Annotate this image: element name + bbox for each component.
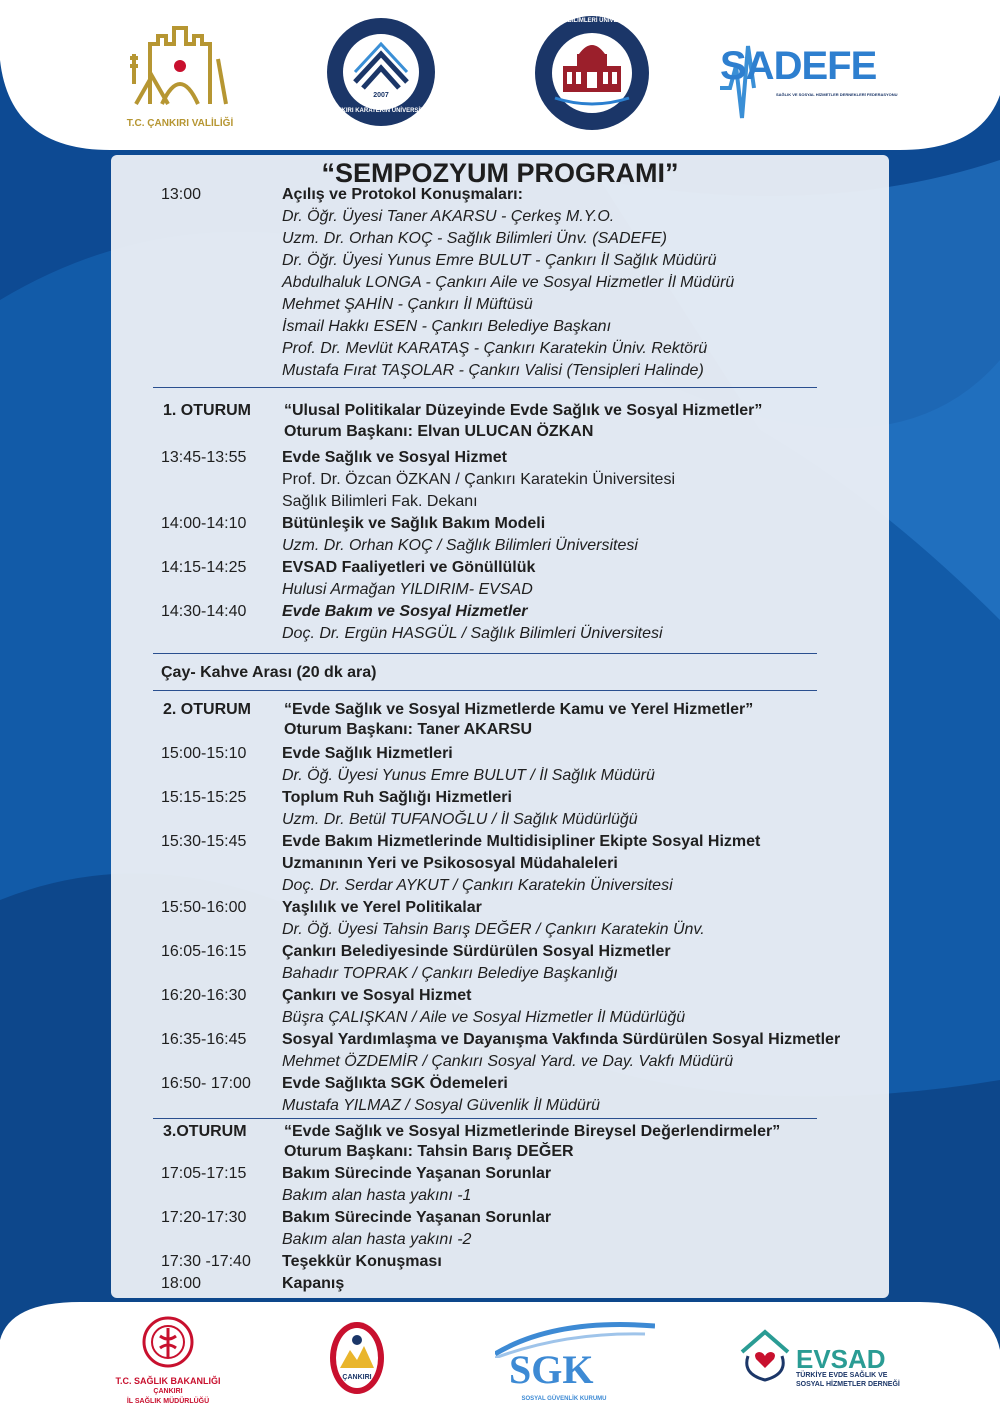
saglik-bilimleri-logo — [533, 14, 651, 132]
castle-icon — [128, 14, 232, 114]
section-divider — [153, 690, 817, 691]
talk-speaker: Büşra ÇALIŞKAN / Aile ve Sosyal Hizmetler İl Müdürlüğü — [282, 1009, 686, 1026]
sgk-subtext: SOSYAL GÜVENLİK KURUMU — [521, 1396, 607, 1402]
talk-speaker: Bahadır TOPRAK / Çankırı Belediye Başkanlığı — [282, 965, 618, 982]
talk-time: 17:05-17:15 — [161, 1165, 247, 1182]
talk-speaker: Dr. Öğ. Üyesi Yunus Emre BULUT / İl Sağlık Müdürü — [282, 767, 655, 784]
sadefe-logo — [718, 38, 898, 124]
ministry-line2: ÇANKIRI — [153, 1388, 183, 1395]
talk-speaker: Uzm. Dr. Orhan KOÇ / Sağlık Bilimleri Üniversitesi — [282, 537, 638, 554]
karatekin-year: 2007 — [373, 92, 389, 99]
section-divider — [153, 387, 817, 388]
talk-time: 15:00-15:10 — [161, 745, 247, 762]
opening-speaker: Dr. Öğr. Üyesi Yunus Emre BULUT - Çankırı İl Sağlık Müdürü — [282, 252, 717, 269]
session3-title: “Evde Sağlık ve Sosyal Hizmetlerinde Bireysel Değerlendirmeler” — [284, 1123, 781, 1140]
session2-chair: Oturum Başkanı: Taner AKARSU — [284, 721, 533, 738]
talk-title: Sosyal Yardımlaşma ve Dayanışma Vakfında Sürdürülen Sosyal Hizmetler — [282, 1031, 841, 1048]
talk-speaker-line2: Sağlık Bilimleri Fak. Dekanı — [282, 493, 478, 510]
opening-speaker: Abdulhaluk LONGA - Çankırı Aile ve Sosyal Hizmetler İl Müdürü — [282, 274, 735, 291]
page-title: “SEMPOZYUM PROGRAMI” — [321, 158, 679, 188]
health-ministry-icon — [118, 1314, 218, 1374]
opening-speaker: Uzm. Dr. Orhan KOÇ - Sağlık Bilimleri Ünv. (SADEFE) — [282, 230, 667, 247]
talk-title: Evde Bakım ve Sosyal Hizmetler — [282, 603, 528, 620]
valilik-caption: T.C. ÇANKIRI VALİLİĞİ — [126, 118, 234, 129]
talk-time: 15:30-15:45 — [161, 833, 247, 850]
talk-speaker: Hulusi Armağan YILDIRIM- EVSAD — [282, 581, 533, 598]
sadefe-text: SADEFE — [720, 44, 877, 88]
session3-label: 3.OTURUM — [163, 1123, 247, 1140]
talk-time: 14:30-14:40 — [161, 603, 247, 620]
opening-time: 13:00 — [161, 186, 202, 203]
talk-title: Evde Bakım Hizmetlerinde Multidisipliner Ekipte Sosyal Hizmet — [282, 833, 761, 850]
talk-time: 16:20-16:30 — [161, 987, 247, 1004]
talk-title: Evde Sağlıkta SGK Ödemeleri — [282, 1075, 508, 1092]
talk-time: 17:20-17:30 — [161, 1209, 247, 1226]
opening-speaker: Prof. Dr. Mevlüt KARATAŞ - Çankırı Karatekin Üniv. Rektörü — [282, 340, 708, 357]
talk-title: Bakım Sürecinde Yaşanan Sorunlar — [282, 1209, 552, 1226]
talk-time: 15:50-16:00 — [161, 899, 247, 916]
evsad-subtext1: TÜRKİYE EVDE SAĞLIK VE — [796, 1372, 888, 1379]
home-heart-icon — [736, 1326, 794, 1384]
ministry-line3: İL SAĞLIK MÜDÜRLÜĞÜ — [126, 1398, 210, 1405]
talk-speaker: Prof. Dr. Özcan ÖZKAN / Çankırı Karatekin Üniversitesi — [282, 471, 676, 488]
talk-title: Yaşlılık ve Yerel Politikalar — [282, 899, 482, 916]
talk-title: Teşekkür Konuşması — [282, 1253, 442, 1270]
talk-title: Toplum Ruh Sağlığı Hizmetleri — [282, 789, 512, 806]
evsad-logo — [736, 1326, 900, 1388]
talk-speaker: Doç. Dr. Serdar AYKUT / Çankırı Karatekin Üniversitesi — [282, 877, 673, 894]
talk-speaker: Bakım alan hasta yakını -1 — [282, 1187, 472, 1204]
evsad-subtext2: SOSYAL HİZMETLER DERNEĞİ — [796, 1381, 900, 1388]
sgk-text: SGK — [509, 1347, 594, 1392]
talk-time: 16:05-16:15 — [161, 943, 247, 960]
cankiri-belediyesi-logo — [328, 1320, 386, 1396]
talk-speaker: Dr. Öğ. Üyesi Tahsin Barış DEĞER / Çankırı Karatekin Ünv. — [282, 921, 705, 938]
section-divider — [153, 653, 817, 654]
session2-label: 2. OTURUM — [163, 701, 251, 718]
talk-speaker: Mustafa YILMAZ / Sosyal Güvenlik İl Müdürü — [282, 1097, 601, 1114]
talk-title: Evde Sağlık ve Sosyal Hizmet — [282, 449, 507, 466]
section-divider — [153, 1118, 817, 1119]
talk-time: 18:00 — [161, 1275, 202, 1292]
ministry-line1: T.C. SAĞLIK BAKANLIĞI — [115, 1376, 221, 1386]
session1-label: 1. OTURUM — [163, 402, 251, 419]
talk-title: EVSAD Faaliyetleri ve Gönüllülük — [282, 559, 536, 576]
sadefe-subtext: SAĞLIK VE SOSYAL HİZMETLER DERNEKLERİ FEDERASYONU — [776, 92, 898, 97]
saglik-bilimleri-ring-text: SAĞLIK BİLİMLERİ ÜNİVERSİTESİ — [543, 18, 641, 24]
talk-time: 17:30 -17:40 — [161, 1253, 251, 1270]
talk-speaker: Doç. Dr. Ergün HASGÜL / Sağlık Bilimleri Üniversitesi — [282, 625, 663, 642]
talk-title: Evde Sağlık Hizmetleri — [282, 745, 453, 762]
talk-title: Çankırı ve Sosyal Hizmet — [282, 987, 472, 1004]
talk-title: Çankırı Belediyesinde Sürdürülen Sosyal Hizmetler — [282, 943, 671, 960]
opening-speaker: İsmail Hakkı ESEN - Çankırı Belediye Başkanı — [282, 318, 612, 335]
talk-title: Kapanış — [282, 1275, 345, 1292]
session3-chair: Oturum Başkanı: Tahsin Barış DEĞER — [284, 1143, 574, 1160]
coffee-break: Çay- Kahve Arası (20 dk ara) — [161, 664, 377, 681]
program-panel — [111, 155, 889, 1298]
opening-speaker: Mustafa Fırat TAŞOLAR - Çankırı Valisi (Tensipleri Halinde) — [282, 362, 704, 379]
header-logos — [0, 0, 1000, 150]
opening-speaker: Dr. Öğr. Üyesi Taner AKARSU - Çerkeş M.Y.O. — [282, 208, 615, 225]
municipality-icon — [328, 1320, 386, 1396]
talk-time: 14:15-14:25 — [161, 559, 247, 576]
evsad-text: EVSAD — [796, 1344, 886, 1374]
karatekin-ring-text: ÇANKIRI KARATEKİN ÜNİVERSİTESİ — [328, 108, 434, 114]
municipality-text: ÇANKIRI — [342, 1374, 372, 1381]
talk-title-line2: Uzmanının Yeri ve Psikososyal Müdahaleleri — [282, 855, 618, 872]
opening-heading: Açılış ve Protokol Konuşmaları: — [282, 186, 523, 203]
talk-time: 15:15-15:25 — [161, 789, 247, 806]
footer-logos — [0, 1300, 1000, 1414]
talk-time: 14:00-14:10 — [161, 515, 247, 532]
talk-time: 16:35-16:45 — [161, 1031, 247, 1048]
cankiri-valiligi-logo — [126, 14, 234, 129]
talk-time: 13:45-13:55 — [161, 449, 247, 466]
opening-speaker: Mehmet ŞAHİN - Çankırı İl Müftüsü — [282, 296, 533, 313]
sgk-logo — [495, 1318, 655, 1402]
saglik-bakanligi-logo — [115, 1314, 221, 1405]
session1-chair: Oturum Başkanı: Elvan ULUCAN ÖZKAN — [284, 423, 594, 440]
talk-speaker: Uzm. Dr. Betül TUFANOĞLU / İl Sağlık Müdürlüğü — [282, 811, 638, 828]
talk-speaker: Mehmet ÖZDEMİR / Çankırı Sosyal Yard. ve Day. Vakfı Müdürü — [282, 1053, 734, 1070]
talk-title: Bütünleşik ve Sağlık Bakım Modeli — [282, 515, 546, 532]
session1-title: “Ulusal Politikalar Düzeyinde Evde Sağlık ve Sosyal Hizmetler” — [284, 402, 763, 419]
talk-speaker: Bakım alan hasta yakını -2 — [282, 1231, 472, 1248]
karatekin-logo — [325, 16, 437, 128]
session2-title: “Evde Sağlık ve Sosyal Hizmetlerde Kamu ve Yerel Hizmetler” — [284, 701, 754, 718]
talk-title: Bakım Sürecinde Yaşanan Sorunlar — [282, 1165, 552, 1182]
talk-time: 16:50- 17:00 — [161, 1075, 251, 1092]
